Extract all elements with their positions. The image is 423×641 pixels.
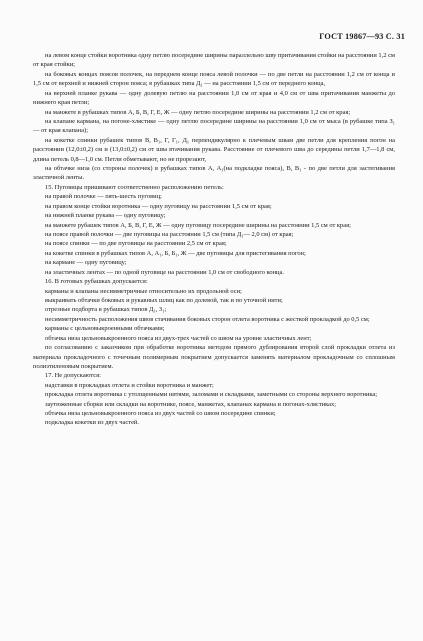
paragraph: на кокетке спинки в рубашках типов А, А₁, Б, Б₁, Ж — две пуговицы для пристегивания погон; [45, 249, 306, 257]
paragraph: по согласованию с заказчиком при обработке воротника методом прямого дублирования второй слой прокладки отлета из материала прокладочного с точечным полимерным покрытием допускается заменять материалом прокладочным со сплошным полиэтиленовым покрытием. [33, 344, 395, 370]
paragraph: на эластичных лентах — по одной пуговице на расстоянии 1,0 см от свободного конца. [45, 268, 284, 276]
paragraph: на кокетке спинки рубашек типов В, В₁, Г, Г₁, Д₁ перпендикулярно к плечевым швам две петли для крепления погон на расстоянии (12,0±0,2) см и (13,0±0,2) см от шва втачивания рукава. Расстояние от плечевого шва до середины петли 1,7—1,8 см, длина петель 0,8—1,0 см. Петли обметывают, но не прорезают, [33, 136, 395, 163]
paragraph: на поясе правой полочки — две пуговицы на расстоянии 1,5 см (типа Д₁— 2,0 см) от края; [45, 231, 294, 239]
paragraph: карманы и клапаны несимметричные относительно их продольной оси; [45, 287, 242, 295]
paragraph: выкраивать обтачки боковых и рукавных шлиц как по долевой, так и по уточной нити; [45, 296, 283, 304]
paragraph: на нижней планке рукава — одну пуговицу; [45, 212, 166, 220]
paragraph: отрезные подборта в рубашках типов Д₁, З₁; [45, 306, 167, 314]
paragraph: на поясе спинки — по две пуговицы на расстоянии 2,5 см от края; [45, 240, 227, 248]
paragraph: на правом конце стойки воротника — одну пуговицу на расстоянии 1,5 см от края; [45, 202, 272, 210]
paragraph: 16. В готовых рубашках допускается: [45, 278, 148, 286]
paragraph: прокладка отлета воротника с утолщенными нитями, заломами и складками, заметными со стороны верхнего воротника; [45, 391, 378, 399]
paragraph: несимметричность расположения швов стачивания боковых сторон отлета воротника с жесткой прокладкой до 0,5 см; [45, 315, 370, 323]
paragraph: на кармане — одну пуговицу; [45, 259, 127, 267]
paragraph: обтачка низа цельновыкроенного пояса из двух частей со швом посередине спинки; [45, 410, 276, 418]
page-header: ГОСТ 19867—93 С. 31 [319, 32, 405, 41]
paragraph: 17. Не допускаются: [45, 372, 101, 380]
paragraph: на обтачке низа (со стороны полочек) в рубашках типов А, А₁(на подкладке пояса), В, В₁ - по две петли для застегивания эластичной ленты. [33, 165, 395, 182]
paragraph: 15. Пуговицы пришивают соответственно расположению петель: [45, 183, 224, 191]
paragraph: на клапане кармана, на погоне-хлястике — одну петлю посередине ширины на расстоянии 1,0 см от мыса (в рубашке типа З₁ — от края клапана); [33, 117, 395, 135]
paragraph: на боковых концах поясов полочек, на переднем конце пояса левой полочки — по две петли на расстоянии 1,2 см от конца и 1,5 см от верхней и нижней сторон пояса; в рубашках типа Д₁ — на расстоянии 1,5 см от переднего конца, [33, 70, 395, 88]
paragraph: на верхней планке рукава — одну долевую петлю на расстоянии 1,0 см от края и 4,0 см от шва притачивания манжеты до нижнего края петли; [33, 89, 395, 107]
paragraph: подкладка кокетки из двух частей. [45, 419, 139, 427]
paragraph: обтачка низа цельновыкроенного пояса из двух-трех частей со швом на уровне эластичных лент; [45, 334, 312, 342]
paragraph: на манжете в рубашках типов А, Б, В, Г, Е, Ж — одну петлю посередине ширины на расстоянии 1,2 см от края; [45, 108, 351, 116]
paragraph: на правой полочке — пять-шесть пуговиц; [45, 193, 162, 201]
paragraph: заутюженные сборки или складки на воротнике, поясе, манжетах, клапанах кармана и погонах-хлястиках; [45, 400, 337, 408]
paragraph: на левом конце стойки воротника одну петлю посередине ширины параллельно шву притачивания стойки на расстоянии 1,2 см от края стойки; [33, 52, 395, 69]
paragraph: на манжете рубашек типов А, Б, В, Г, Е, Ж — одну пуговицу посередине ширины на расстоянии 1,5 см от края; [45, 221, 351, 229]
paragraph: надставки в прокладках отлета и стойки воротника и манжет; [45, 381, 214, 389]
body-text [33, 51, 395, 428]
paragraph: карманы с цельновыкроенными обтачками; [45, 325, 165, 333]
